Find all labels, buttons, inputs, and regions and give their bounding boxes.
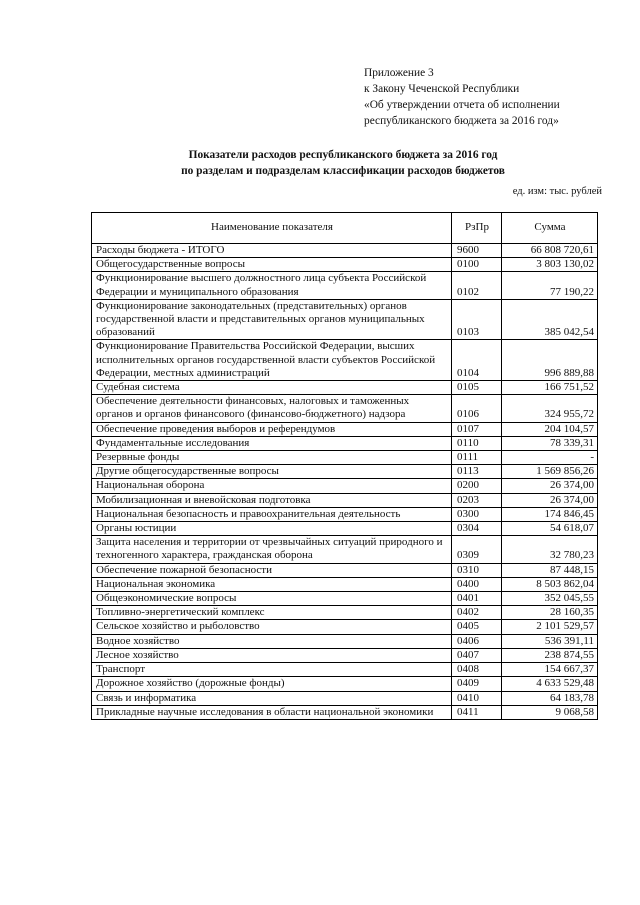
cell-code: 0200 xyxy=(452,479,502,493)
table-row xyxy=(92,422,598,436)
appendix-line: к Закону Чеченской Республики xyxy=(364,83,520,95)
cell-code: 0310 xyxy=(452,563,502,577)
table-row xyxy=(92,244,598,258)
table-row xyxy=(92,507,598,521)
table-row xyxy=(92,677,598,691)
table-row xyxy=(92,299,598,340)
cell-name: Национальная экономика xyxy=(92,577,452,591)
cell-sum: 4 633 529,48 xyxy=(502,677,598,691)
cell-sum: 9 068,58 xyxy=(502,705,598,719)
cell-code: 0300 xyxy=(452,507,502,521)
cell-name: Фундаментальные исследования xyxy=(92,436,452,450)
cell-code: 0400 xyxy=(452,577,502,591)
table-row xyxy=(92,536,598,563)
cell-code: 0402 xyxy=(452,606,502,620)
cell-sum: 8 503 862,04 xyxy=(502,577,598,591)
cell-code: 0104 xyxy=(452,340,502,381)
cell-name: Транспорт xyxy=(92,663,452,677)
cell-code: 0309 xyxy=(452,536,502,563)
cell-sum: 28 160,35 xyxy=(502,606,598,620)
cell-code: 9600 xyxy=(452,244,502,258)
cell-name: Национальная оборона xyxy=(92,479,452,493)
table-row xyxy=(92,522,598,536)
table-row xyxy=(92,436,598,450)
table-row xyxy=(92,381,598,395)
cell-sum: 385 042,54 xyxy=(502,299,598,340)
cell-sum: 78 339,31 xyxy=(502,436,598,450)
cell-sum: 3 803 130,02 xyxy=(502,258,598,272)
cell-sum: 26 374,00 xyxy=(502,479,598,493)
table-row xyxy=(92,395,598,422)
budget-table xyxy=(91,212,598,720)
cell-code: 0405 xyxy=(452,620,502,634)
table-row xyxy=(92,258,598,272)
header-sum: Сумма xyxy=(502,213,598,244)
cell-code: 0401 xyxy=(452,592,502,606)
cell-sum: 32 780,23 xyxy=(502,536,598,563)
cell-sum: 238 874,55 xyxy=(502,648,598,662)
cell-code: 0105 xyxy=(452,381,502,395)
cell-sum: 87 448,15 xyxy=(502,563,598,577)
cell-code: 0111 xyxy=(452,451,502,465)
appendix-line: республиканского бюджета за 2016 год» xyxy=(364,115,559,127)
cell-sum: 324 955,72 xyxy=(502,395,598,422)
document-title xyxy=(90,147,596,179)
cell-code: 0203 xyxy=(452,493,502,507)
table-header-row xyxy=(92,213,598,244)
appendix-line: «Об утверждении отчета об исполнении xyxy=(364,99,560,111)
cell-code: 0107 xyxy=(452,422,502,436)
title-line-1: Показатели расходов республиканского бюджета за 2016 год xyxy=(188,149,498,161)
cell-code: 0408 xyxy=(452,663,502,677)
cell-name: Общегосударственные вопросы xyxy=(92,258,452,272)
cell-code: 0304 xyxy=(452,522,502,536)
table-row xyxy=(92,451,598,465)
cell-sum: 1 569 856,26 xyxy=(502,465,598,479)
cell-name: Мобилизационная и вневойсковая подготовка xyxy=(92,493,452,507)
cell-code: 0410 xyxy=(452,691,502,705)
table-row xyxy=(92,620,598,634)
cell-code: 0113 xyxy=(452,465,502,479)
cell-name: Функционирование высшего должностного лица субъекта Российской Федерации и муниципального образования xyxy=(92,272,452,299)
cell-code: 0100 xyxy=(452,258,502,272)
cell-code: 0409 xyxy=(452,677,502,691)
cell-name: Национальная безопасность и правоохранительная деятельность xyxy=(92,507,452,521)
table-row xyxy=(92,592,598,606)
cell-sum: 26 374,00 xyxy=(502,493,598,507)
cell-name: Функционирование законодательных (представительных) органов государственной власти и представительных органов муниципальных образований xyxy=(92,299,452,340)
cell-sum: 174 846,45 xyxy=(502,507,598,521)
cell-name: Судебная система xyxy=(92,381,452,395)
cell-name: Связь и информатика xyxy=(92,691,452,705)
appendix-block xyxy=(364,65,560,129)
cell-name: Водное хозяйство xyxy=(92,634,452,648)
cell-sum: 64 183,78 xyxy=(502,691,598,705)
appendix-line: Приложение 3 xyxy=(364,67,434,79)
cell-sum: 54 618,07 xyxy=(502,522,598,536)
cell-sum: 352 045,55 xyxy=(502,592,598,606)
cell-sum: 66 808 720,61 xyxy=(502,244,598,258)
cell-name: Обеспечение проведения выборов и референдумов xyxy=(92,422,452,436)
cell-sum: 77 190,22 xyxy=(502,272,598,299)
table-row xyxy=(92,705,598,719)
table-row xyxy=(92,577,598,591)
cell-code: 0110 xyxy=(452,436,502,450)
table-row xyxy=(92,606,598,620)
table-row xyxy=(92,465,598,479)
cell-name: Функционирование Правительства Российской Федерации, высших исполнительных органов государственной власти субъектов Российской Федерации, местных администраций xyxy=(92,340,452,381)
cell-sum: 536 391,11 xyxy=(502,634,598,648)
table-row xyxy=(92,479,598,493)
cell-name: Лесное хозяйство xyxy=(92,648,452,662)
cell-name: Другие общегосударственные вопросы xyxy=(92,465,452,479)
title-line-2: по разделам и подразделам классификации расходов бюджетов xyxy=(181,165,505,177)
units-label: ед. изм: тыс. рублей xyxy=(512,186,602,197)
cell-code: 0102 xyxy=(452,272,502,299)
cell-name: Прикладные научные исследования в области национальной экономики xyxy=(92,705,452,719)
table-row xyxy=(92,272,598,299)
header-code: РзПр xyxy=(452,213,502,244)
cell-sum: 996 889,88 xyxy=(502,340,598,381)
cell-code: 0406 xyxy=(452,634,502,648)
cell-sum: - xyxy=(502,451,598,465)
table-row xyxy=(92,691,598,705)
table-row xyxy=(92,493,598,507)
table-row xyxy=(92,340,598,381)
header-name: Наименование показателя xyxy=(92,213,452,244)
cell-code: 0411 xyxy=(452,705,502,719)
cell-name: Сельское хозяйство и рыболовство xyxy=(92,620,452,634)
table-row xyxy=(92,563,598,577)
cell-name: Дорожное хозяйство (дорожные фонды) xyxy=(92,677,452,691)
cell-sum: 204 104,57 xyxy=(502,422,598,436)
cell-code: 0106 xyxy=(452,395,502,422)
table-row xyxy=(92,634,598,648)
cell-name: Обеспечение деятельности финансовых, налоговых и таможенных органов и органов финансового (финансово-бюджетного) надзора xyxy=(92,395,452,422)
table-row xyxy=(92,648,598,662)
table-row xyxy=(92,663,598,677)
cell-code: 0407 xyxy=(452,648,502,662)
cell-sum: 166 751,52 xyxy=(502,381,598,395)
cell-name: Резервные фонды xyxy=(92,451,452,465)
cell-name: Органы юстиции xyxy=(92,522,452,536)
cell-code: 0103 xyxy=(452,299,502,340)
cell-sum: 154 667,37 xyxy=(502,663,598,677)
cell-name: Расходы бюджета - ИТОГО xyxy=(92,244,452,258)
cell-name: Общеэкономические вопросы xyxy=(92,592,452,606)
cell-sum: 2 101 529,57 xyxy=(502,620,598,634)
cell-name: Топливно-энергетический комплекс xyxy=(92,606,452,620)
cell-name: Защита населения и территории от чрезвычайных ситуаций природного и техногенного характера, гражданская оборона xyxy=(92,536,452,563)
cell-name: Обеспечение пожарной безопасности xyxy=(92,563,452,577)
